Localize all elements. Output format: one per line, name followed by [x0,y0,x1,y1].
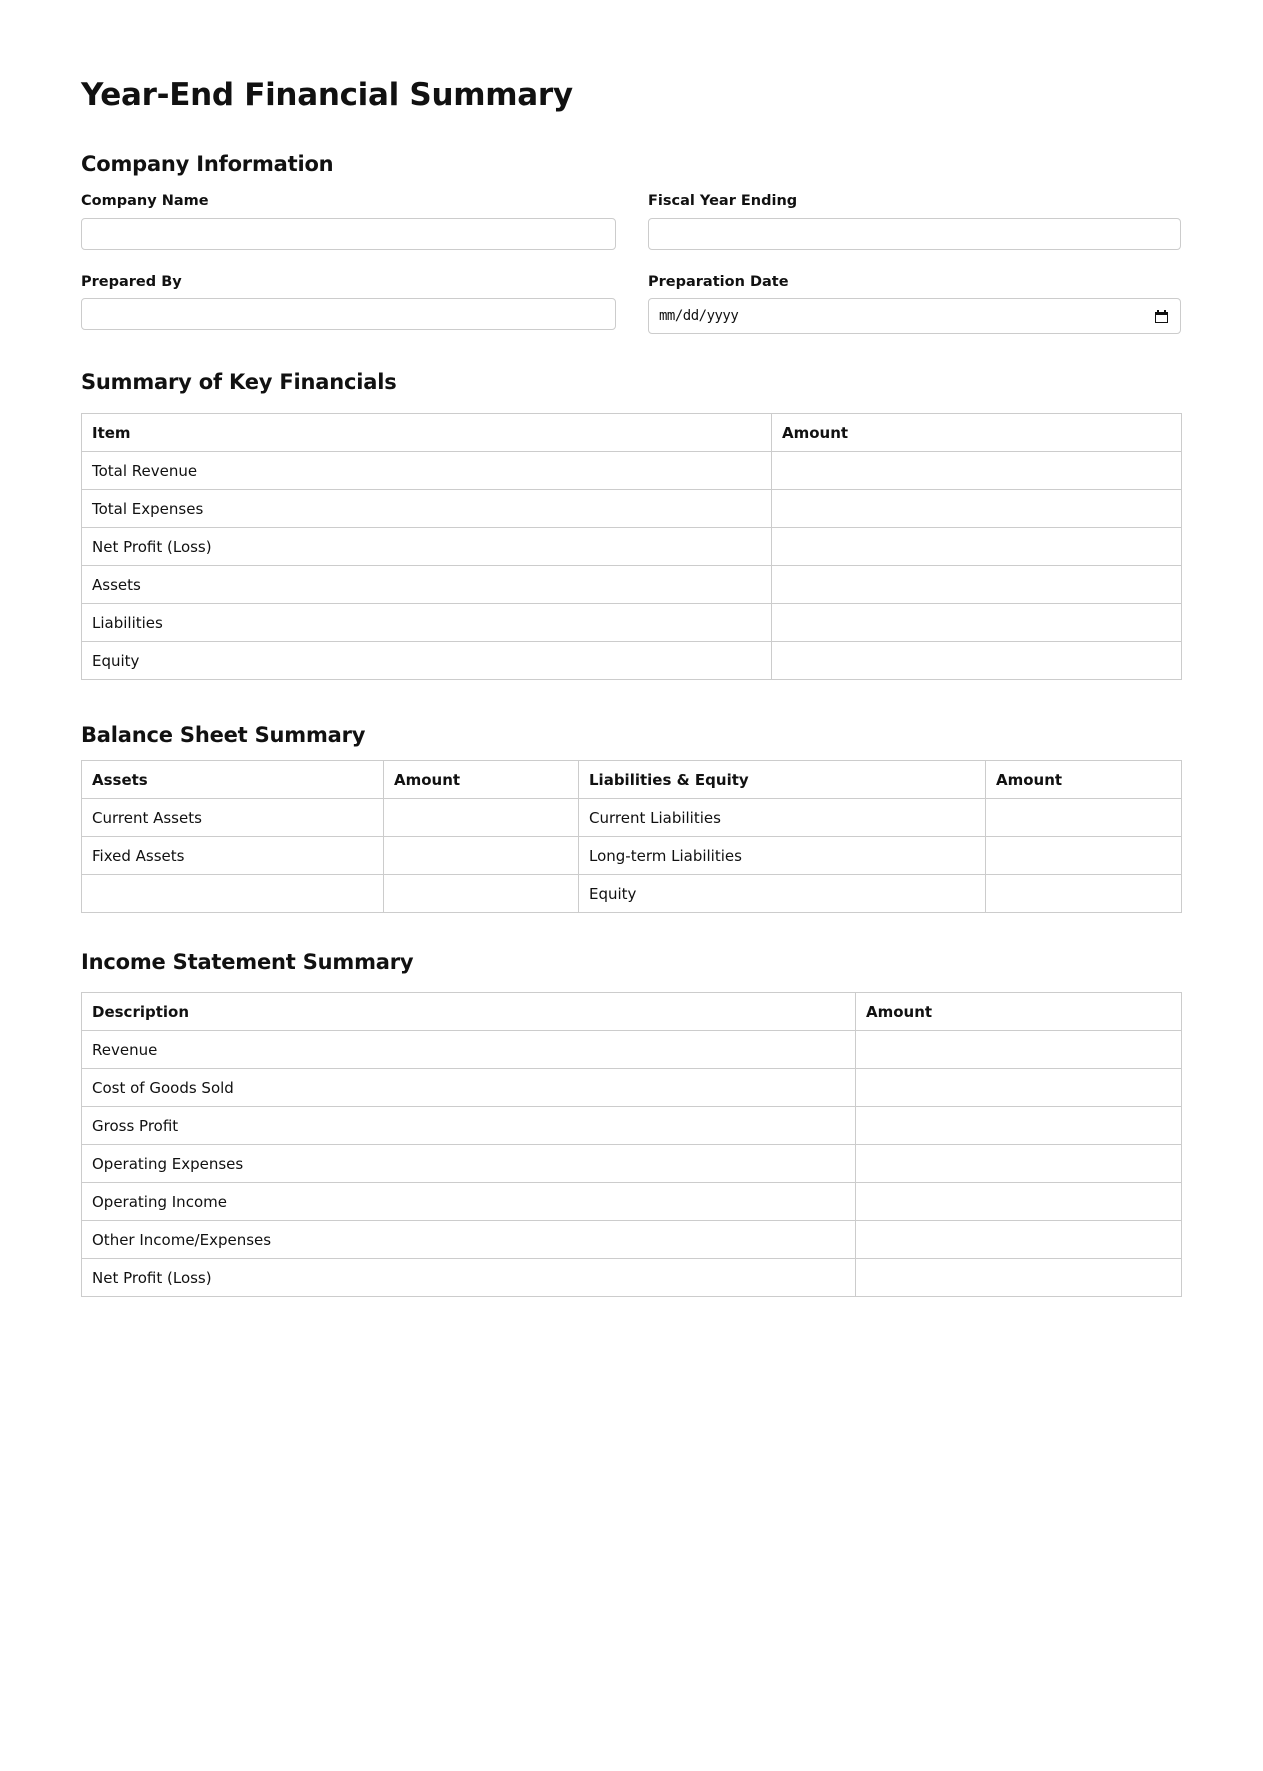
amount-cell[interactable] [856,1259,1182,1297]
prepared-by-label: Prepared By [81,274,182,290]
table-row [82,799,1182,837]
table-row [82,1221,1182,1259]
item-cell: Net Profit (Loss) [82,528,772,566]
table-row [82,604,1182,642]
column-header-asset-amount: Amount [384,761,579,799]
amount-cell[interactable] [856,1031,1182,1069]
preparation-date-input[interactable] [648,298,1181,334]
column-header-liabilities-equity: Liabilities & Equity [579,761,986,799]
fiscal-year-ending-input[interactable] [648,218,1181,250]
amount-cell[interactable] [856,1145,1182,1183]
fiscal-year-ending-label: Fiscal Year Ending [648,193,798,209]
amount-cell[interactable] [772,604,1182,642]
column-header-amount: Amount [772,414,1182,452]
item-cell: Assets [82,566,772,604]
income-statement-heading: Income Statement Summary [81,950,414,974]
preparation-date-label: Preparation Date [648,274,789,290]
company-information-heading: Company Information [81,152,334,176]
table-row [82,1069,1182,1107]
column-header-liability-amount: Amount [986,761,1182,799]
key-financials-table [81,413,1182,680]
liability-amount-cell[interactable] [986,837,1182,875]
item-cell: Equity [82,642,772,680]
table-row [82,566,1182,604]
description-cell: Net Profit (Loss) [82,1259,856,1297]
asset-amount-cell[interactable] [384,875,579,913]
item-cell: Total Expenses [82,490,772,528]
amount-cell[interactable] [772,566,1182,604]
column-header-amount: Amount [856,993,1182,1031]
table-row [82,1107,1182,1145]
amount-cell[interactable] [772,642,1182,680]
table-row [82,642,1182,680]
prepared-by-input[interactable] [81,298,616,330]
asset-amount-cell[interactable] [384,837,579,875]
asset-amount-cell[interactable] [384,799,579,837]
company-name-label: Company Name [81,193,209,209]
table-row [82,528,1182,566]
column-header-assets: Assets [82,761,384,799]
item-cell: Liabilities [82,604,772,642]
description-cell: Operating Expenses [82,1145,856,1183]
table-header-row [82,761,1182,799]
liability-amount-cell[interactable] [986,799,1182,837]
amount-cell[interactable] [856,1069,1182,1107]
balance-sheet-table [81,760,1182,913]
description-cell: Gross Profit [82,1107,856,1145]
column-header-description: Description [82,993,856,1031]
table-row [82,452,1182,490]
liability-cell: Equity [579,875,986,913]
amount-cell[interactable] [856,1183,1182,1221]
description-cell: Operating Income [82,1183,856,1221]
table-row [82,1259,1182,1297]
table-row [82,1031,1182,1069]
column-header-item: Item [82,414,772,452]
preparation-date-placeholder: mm/dd/yyyy [659,308,739,324]
liability-amount-cell[interactable] [986,875,1182,913]
liability-cell: Long-term Liabilities [579,837,986,875]
table-row [82,837,1182,875]
item-cell: Total Revenue [82,452,772,490]
table-row [82,490,1182,528]
description-cell: Revenue [82,1031,856,1069]
description-cell: Other Income/Expenses [82,1221,856,1259]
asset-cell: Fixed Assets [82,837,384,875]
amount-cell[interactable] [772,452,1182,490]
amount-cell[interactable] [772,528,1182,566]
amount-cell[interactable] [856,1107,1182,1145]
company-name-input[interactable] [81,218,616,250]
calendar-icon[interactable] [1155,310,1168,323]
balance-sheet-heading: Balance Sheet Summary [81,723,366,747]
income-statement-table [81,992,1182,1297]
table-header-row [82,414,1182,452]
description-cell: Cost of Goods Sold [82,1069,856,1107]
asset-cell: Current Assets [82,799,384,837]
amount-cell[interactable] [856,1221,1182,1259]
asset-cell [82,875,384,913]
table-header-row [82,993,1182,1031]
amount-cell[interactable] [772,490,1182,528]
table-row [82,1183,1182,1221]
key-financials-heading: Summary of Key Financials [81,370,397,394]
page-title: Year-End Financial Summary [81,77,573,113]
table-row [82,1145,1182,1183]
table-row [82,875,1182,913]
liability-cell: Current Liabilities [579,799,986,837]
